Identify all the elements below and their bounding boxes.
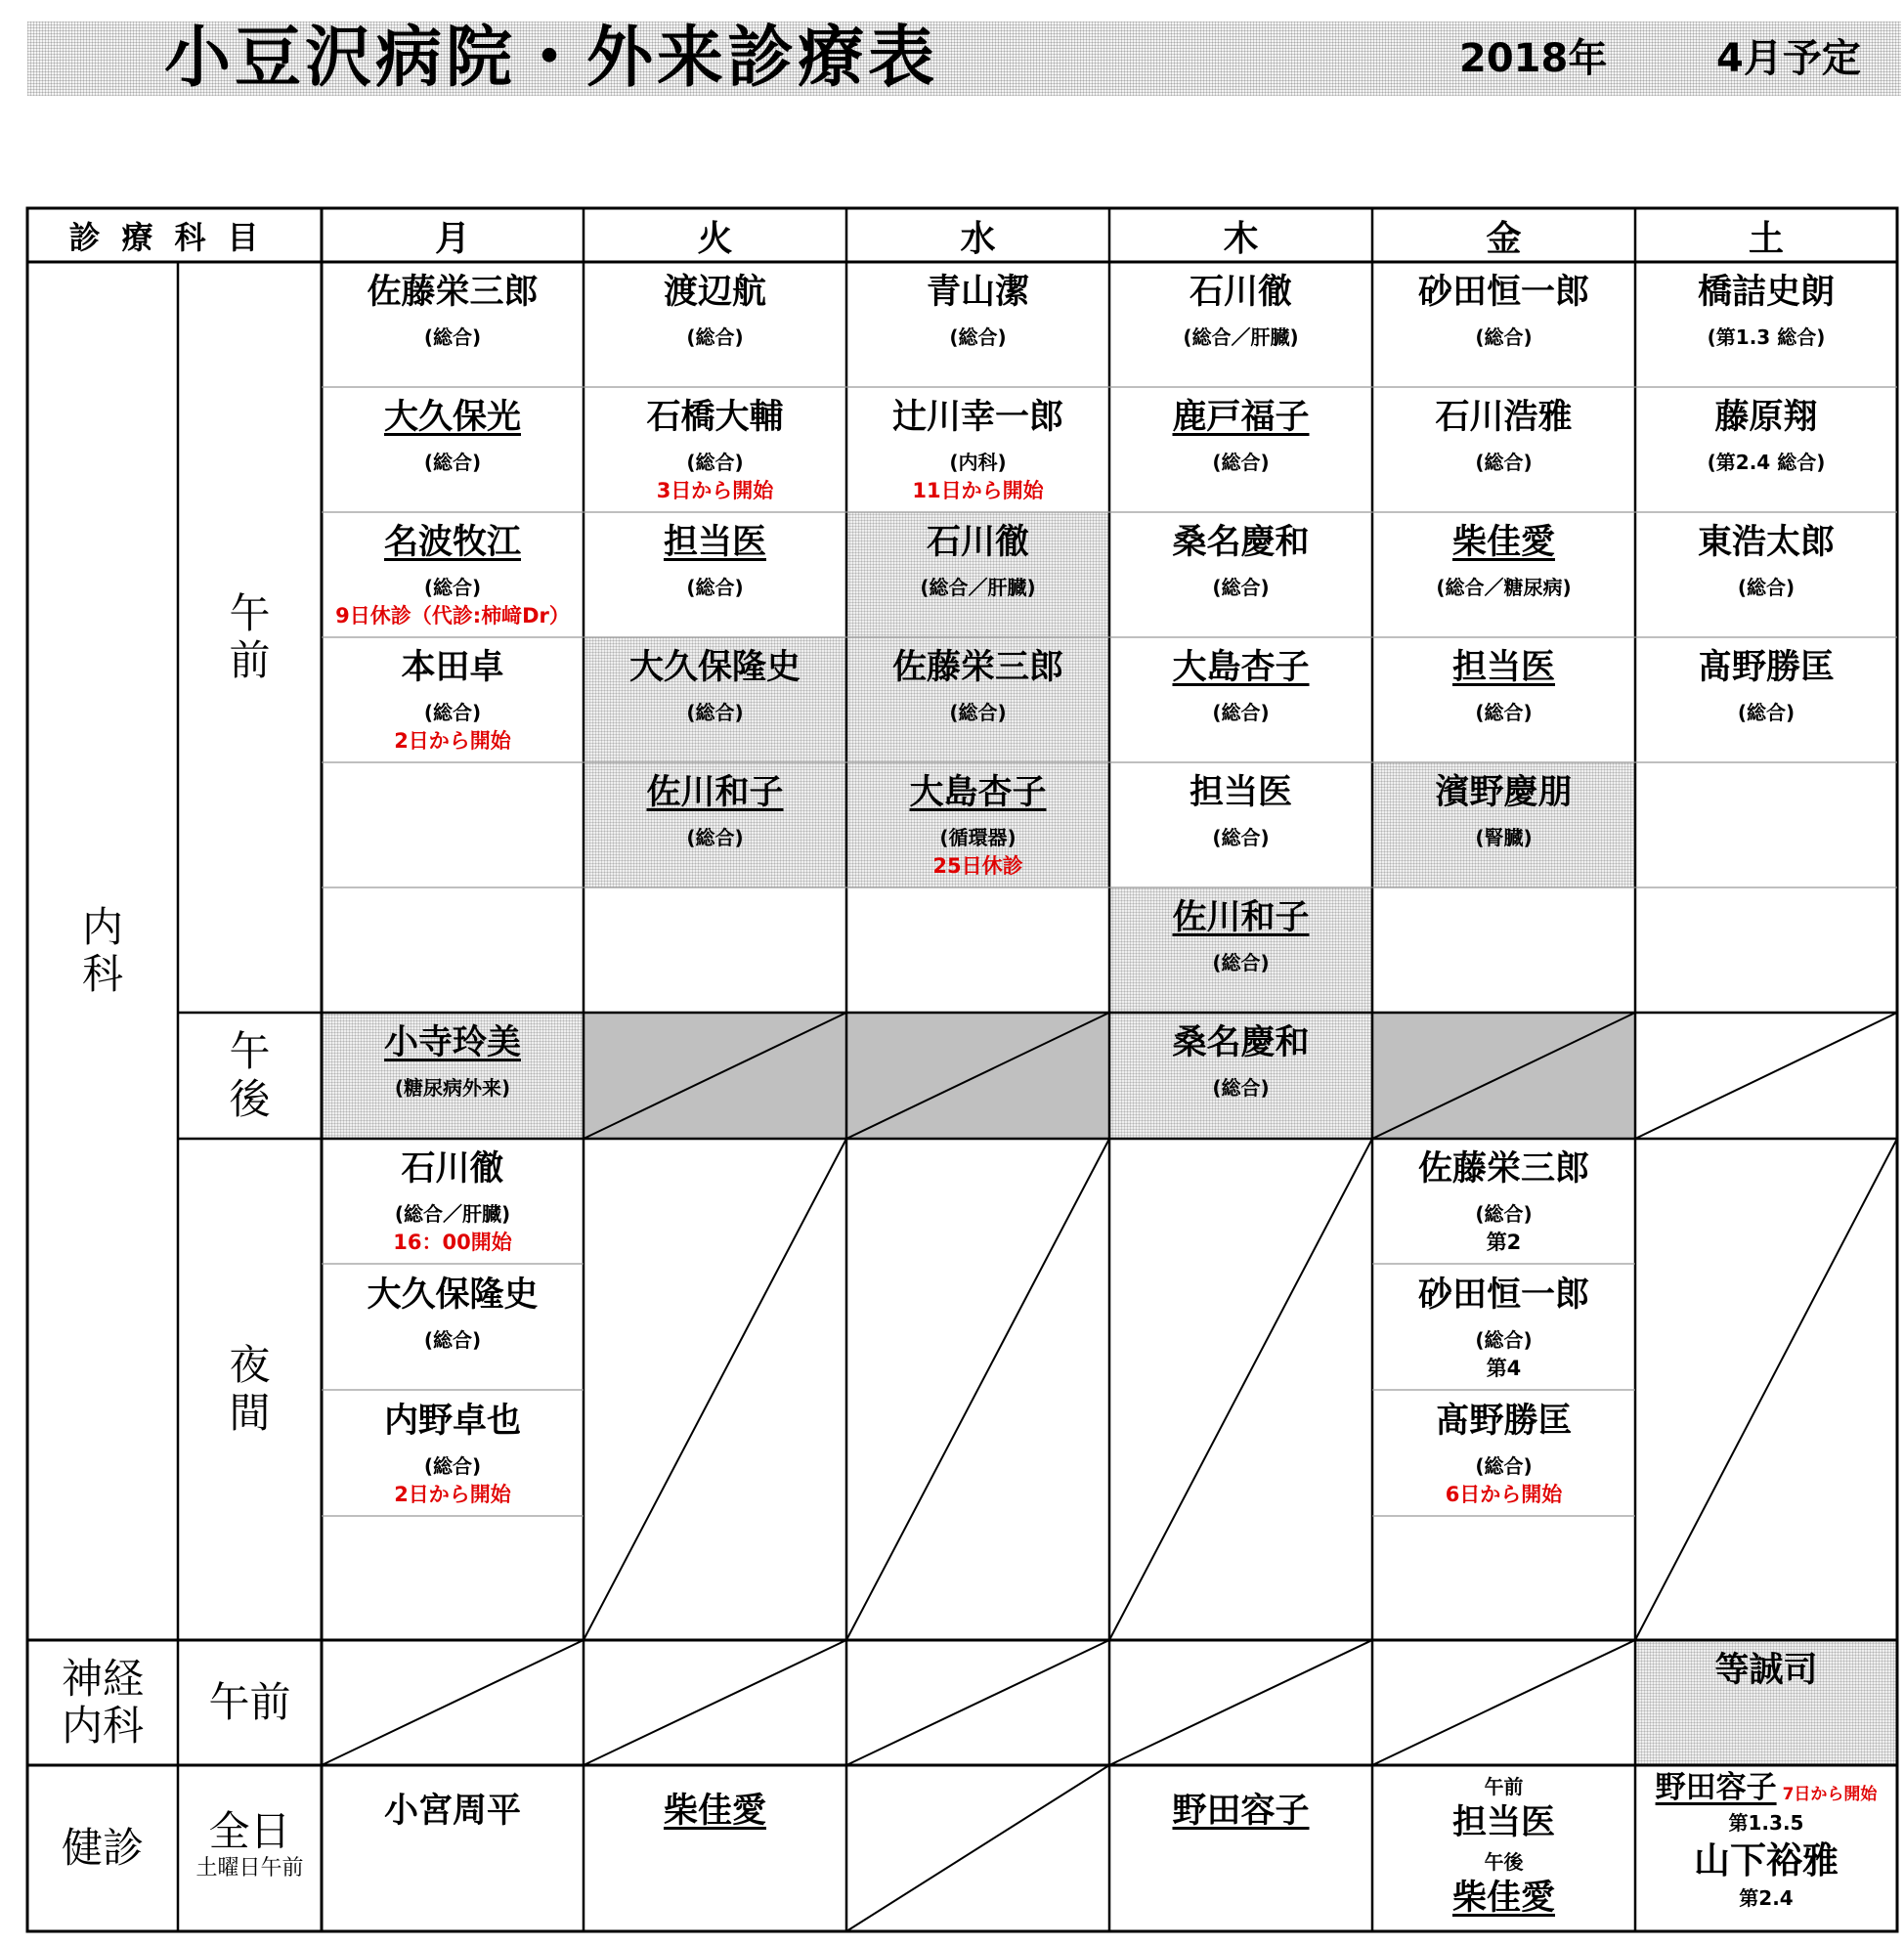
doctor-name: 砂田恒一郎 [1417, 1276, 1589, 1315]
specialty-label: (総合) [1475, 701, 1533, 724]
kenshin-fri-pm-label: 午後 [1484, 1850, 1524, 1874]
specialty-label: (総合) [1212, 826, 1270, 849]
label-zenjitsu-note: 土曜日午前 [195, 1856, 304, 1881]
doctor-name: 柴佳愛 [663, 1792, 766, 1831]
cell-kenshin-thu [1109, 1765, 1372, 1931]
cell-kenshin-fri [1372, 1765, 1635, 1931]
doctor-name: 大久保隆史 [367, 1276, 539, 1315]
doctor-name: 髙野勝匡 [1697, 648, 1835, 687]
doctor-name: 本田卓 [401, 648, 504, 687]
cell-am-fri-5 [1372, 762, 1635, 887]
cell-am-mon-1 [322, 262, 584, 387]
cell-am-tue-5 [584, 762, 846, 887]
specialty-label: (総合) [949, 701, 1007, 724]
label-naika: 内 科 [81, 902, 123, 998]
label-kenshin: 健診 [61, 1823, 144, 1872]
cell-pm-thu [1109, 1013, 1372, 1139]
cell-am-wed-1 [846, 262, 1109, 387]
kenshin-sat-name2: 山下裕雅 [1694, 1839, 1839, 1881]
doctor-name: 石橋大輔 [646, 398, 784, 437]
label-zenjitsu: 全日 [208, 1807, 291, 1855]
doctor-name: 担当医 [1189, 773, 1292, 812]
doctor-name: 石川徹 [1189, 273, 1292, 312]
specialty-label: (総合) [949, 325, 1007, 349]
cell-am-thu-2 [1109, 387, 1372, 512]
doctor-name: 内野卓也 [383, 1402, 521, 1441]
doctor-name: 野田容子 [1172, 1792, 1310, 1831]
specialty-label: (糖尿病外来) [394, 1076, 511, 1100]
specialty-label: (総合) [423, 701, 482, 724]
cell-am-fri-4 [1372, 637, 1635, 762]
doctor-name: 佐藤栄三郎 [367, 273, 539, 312]
cell-am-mon-2 [322, 387, 584, 512]
cell-pm-mon [322, 1013, 584, 1139]
cell-am-tue-1 [584, 262, 846, 387]
doctor-name: 名波牧江 [383, 523, 521, 562]
cell-night-fri-3 [1372, 1391, 1635, 1517]
kenshin-sat-note1: 7日から開始 [1782, 1785, 1878, 1804]
specialty-label: (総合) [1737, 576, 1796, 599]
specialty-label: (総合) [1212, 701, 1270, 724]
doctor-name: 鹿戸福子 [1172, 398, 1310, 437]
specialty-label: (総合) [1212, 951, 1270, 974]
cell-night-fri-2 [1372, 1265, 1635, 1391]
label-zenjitsu-cell [178, 1765, 322, 1931]
doctor-name: 小宮周平 [383, 1792, 521, 1831]
doctor-name: 大島杏子 [909, 773, 1047, 812]
specialty-label: (第1.3 総合) [1707, 325, 1826, 349]
specialty-label: (総合／肝臓) [920, 576, 1036, 599]
specialty-label: (総合／肝臓) [394, 1202, 511, 1226]
cell-am-thu-4 [1109, 637, 1372, 762]
doctor-name: 担当医 [1451, 648, 1555, 687]
cell-am-wed-4 [846, 637, 1109, 762]
header-fri: 金 [1486, 218, 1522, 259]
schedule-note: 6日から開始 [1445, 1483, 1563, 1506]
cell-kenshin-sat [1635, 1765, 1897, 1931]
specialty-label: (総合) [686, 451, 744, 474]
cell-kenshin-mon [322, 1765, 584, 1931]
cell-am-thu-3 [1109, 512, 1372, 637]
doctor-name: 桑名慶和 [1172, 523, 1310, 562]
label-shinkei: 神経 内科 [61, 1654, 144, 1750]
schedule-note: 9日休診（代診:柿﨑Dr） [335, 604, 570, 627]
header-wed: 水 [960, 218, 996, 259]
specialty-label: (循環器) [939, 826, 1017, 849]
doctor-name: 担当医 [663, 523, 766, 562]
page-title: 小豆沢病院・外来診療表 [164, 20, 939, 97]
cell-am-wed-2 [846, 387, 1109, 512]
specialty-label: (総合) [686, 576, 744, 599]
specialty-label: (総合) [686, 701, 744, 724]
schedule-note: 第2 [1486, 1231, 1522, 1254]
specialty-label: (内科) [949, 451, 1007, 474]
specialty-label: (総合) [1212, 1076, 1270, 1100]
title-year: 2018年 [1459, 36, 1608, 81]
cell-am-mon-4 [322, 637, 584, 762]
specialty-label: (総合) [686, 325, 744, 349]
cell-am-tue-4 [584, 637, 846, 762]
kenshin-sat-line1 [1655, 1770, 1878, 1805]
doctor-name: 佐川和子 [1172, 898, 1310, 937]
schedule-note: 2日から開始 [394, 1483, 511, 1506]
doctor-name: 等誠司 [1714, 1651, 1818, 1690]
kenshin-fri-am-name: 担当医 [1451, 1803, 1555, 1842]
cell-kenshin-tue [584, 1765, 846, 1931]
cell-am-thu-6 [1109, 887, 1372, 1013]
cell-am-tue-3 [584, 512, 846, 637]
specialty-label: (総合) [1212, 451, 1270, 474]
doctor-name: 佐藤栄三郎 [891, 648, 1063, 687]
specialty-label: (第2.4 総合) [1707, 451, 1826, 474]
doctor-name: 辻川幸一郎 [891, 398, 1063, 437]
header-sat: 土 [1748, 218, 1784, 259]
doctor-name: 桑名慶和 [1172, 1023, 1310, 1062]
cell-am-sat-3 [1635, 512, 1897, 637]
cell-am-wed-3 [846, 512, 1109, 637]
schedule-note: 11日から開始 [912, 479, 1044, 502]
specialty-label: (総合) [686, 826, 744, 849]
specialty-label: (総合) [1475, 1328, 1533, 1352]
header-tue: 火 [697, 218, 733, 259]
schedule-note: 25日休診 [932, 854, 1023, 878]
cell-night-mon-3 [322, 1391, 584, 1517]
specialty-label: (総合) [423, 576, 482, 599]
doctor-name: 石川浩雅 [1435, 398, 1573, 437]
title-bar [27, 22, 1901, 96]
cell-am-mon-3 [322, 512, 584, 637]
cell-am-wed-5 [846, 762, 1109, 887]
doctor-name: 石川徹 [926, 523, 1029, 562]
cell-am-sat-4 [1635, 637, 1897, 762]
gray-wed-pm [846, 1013, 1108, 1139]
specialty-label: (総合／肝臓) [1183, 325, 1299, 349]
schedule-note: 2日から開始 [394, 729, 511, 753]
cell-night-mon-1 [322, 1139, 584, 1265]
specialty-label: (総合／糖尿病) [1436, 576, 1572, 599]
specialty-label: (総合) [423, 451, 482, 474]
doctor-name: 青山潔 [926, 273, 1029, 312]
cell-neuro-sat [1635, 1640, 1897, 1765]
cell-am-thu-1 [1109, 262, 1372, 387]
kenshin-fri-am-label: 午前 [1484, 1775, 1524, 1798]
cell-am-fri-2 [1372, 387, 1635, 512]
doctor-name: 石川徹 [401, 1149, 504, 1189]
doctor-name: 藤原翔 [1714, 398, 1818, 437]
gray-fri-pm [1372, 1013, 1634, 1139]
specialty-label: (総合) [1212, 576, 1270, 599]
kenshin-sat-sub1: 第1.3.5 [1728, 1811, 1804, 1835]
doctor-name: 柴佳愛 [1451, 523, 1555, 562]
doctor-name: 大久保光 [383, 398, 521, 437]
cell-am-fri-1 [1372, 262, 1635, 387]
kenshin-sat-name1: 野田容子 [1655, 1770, 1777, 1805]
cell-night-mon-2 [322, 1265, 584, 1391]
gray-tue-pm [584, 1013, 845, 1139]
schedule-note: 第4 [1486, 1357, 1522, 1380]
specialty-label: (総合) [1475, 451, 1533, 474]
label-gogo: 午 後 [229, 1027, 271, 1123]
schedule-note: 16：00開始 [393, 1231, 512, 1254]
doctor-name: 砂田恒一郎 [1417, 273, 1589, 312]
specialty-label: (腎臓) [1475, 826, 1533, 849]
specialty-label: (総合) [1475, 325, 1533, 349]
doctor-name: 小寺玲美 [383, 1023, 521, 1062]
label-gozen: 午 前 [229, 588, 271, 684]
doctor-name: 髙野勝匡 [1435, 1402, 1573, 1441]
specialty-label: (総合) [1475, 1202, 1533, 1226]
doctor-name: 東浩太郎 [1697, 523, 1835, 562]
schedule-note: 3日から開始 [656, 479, 774, 502]
cell-night-fri-1 [1372, 1139, 1635, 1265]
doctor-name: 濱野慶朋 [1435, 773, 1573, 812]
header-thu: 木 [1223, 218, 1259, 259]
specialty-label: (総合) [423, 1454, 482, 1478]
label-yakan: 夜 間 [229, 1341, 271, 1437]
label-shinkei-gozen: 午前 [208, 1677, 291, 1726]
cell-am-sat-2 [1635, 387, 1897, 512]
header-dept: 診療科目 [68, 219, 281, 256]
specialty-label: (総合) [1475, 1454, 1533, 1478]
cell-am-thu-5 [1109, 762, 1372, 887]
title-month: 4月予定 [1716, 36, 1861, 81]
cell-am-fri-3 [1372, 512, 1635, 637]
specialty-label: (総合) [423, 1328, 482, 1352]
kenshin-sat-sub2: 第2.4 [1739, 1886, 1794, 1910]
doctor-name: 橋詰史朗 [1697, 273, 1835, 312]
doctor-name: 渡辺航 [663, 273, 766, 312]
header-mon: 月 [434, 218, 470, 259]
doctor-name: 大久保隆史 [628, 648, 801, 687]
doctor-name: 大島杏子 [1172, 648, 1310, 687]
kenshin-fri-pm-name: 柴佳愛 [1451, 1879, 1555, 1918]
doctor-name: 佐藤栄三郎 [1417, 1149, 1589, 1189]
cell-am-sat-1 [1635, 262, 1897, 387]
doctor-name: 佐川和子 [646, 773, 784, 812]
specialty-label: (総合) [423, 325, 482, 349]
cell-am-tue-2 [584, 387, 846, 512]
specialty-label: (総合) [1737, 701, 1796, 724]
